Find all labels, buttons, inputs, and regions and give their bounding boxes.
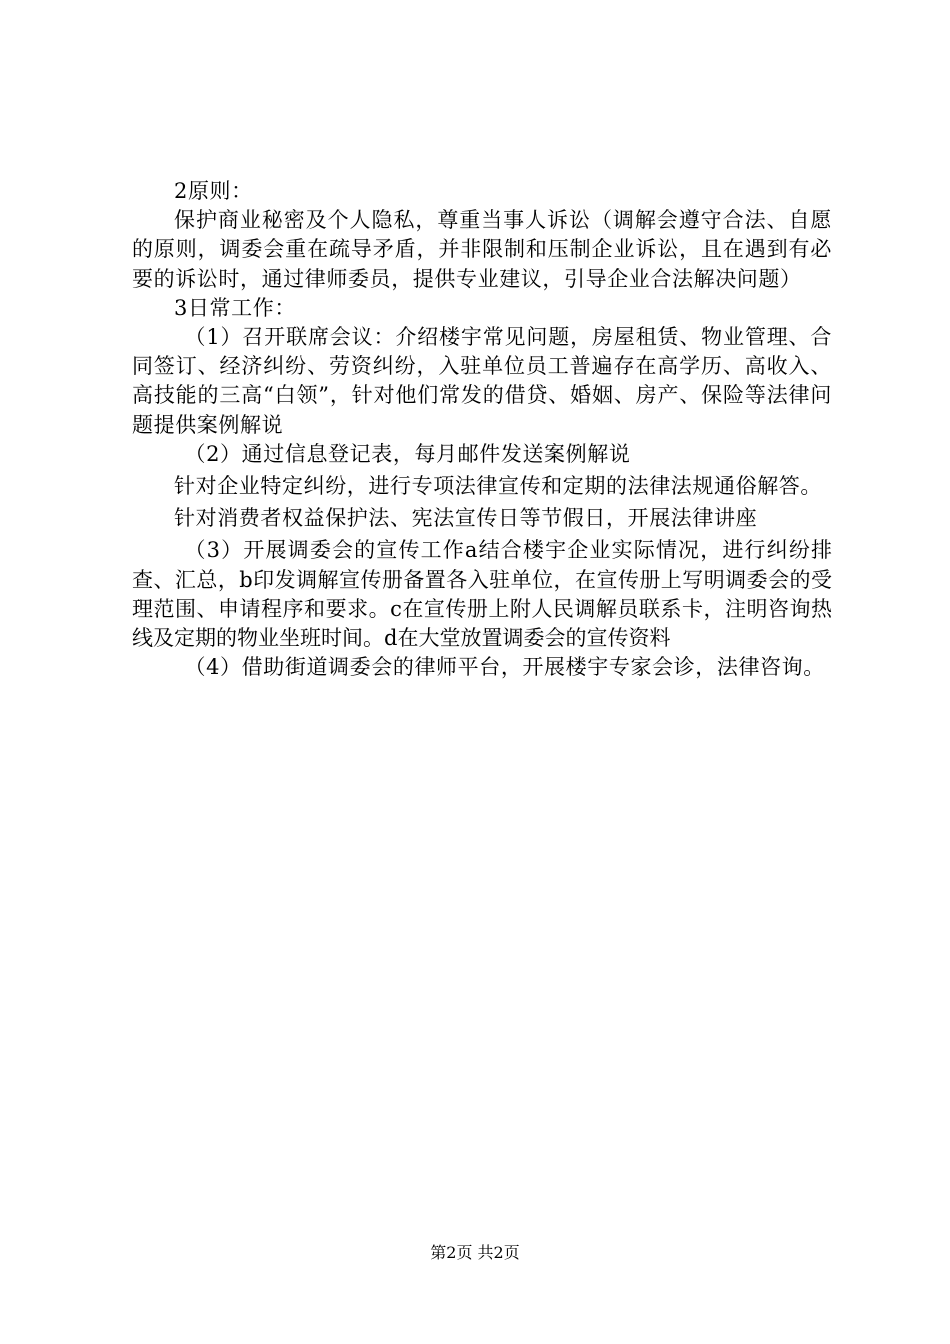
heading-principles: 2原则：: [174, 179, 253, 203]
paragraph-enterprise-disputes: 针对企业特定纠纷，进行专项法律宣传和定期的法律法规通俗解答。: [174, 474, 822, 499]
heading-daily-work: 3日常工作：: [174, 295, 296, 320]
paragraph-item-2: （2）通过信息登记表，每月邮件发送案例解说: [184, 441, 631, 466]
paragraph-legal-lectures: 针对消费者权益保护法、宪法宣传日等节假日，开展法律讲座: [174, 506, 758, 531]
paragraph-item-1: （1）召开联席会议：介绍楼宇常见问题，房屋租赁、物业管理、合同签订、经济纠纷、劳资纠纷，入驻单位员工普遍存在高学历、高收入、高技能的三高“白领”，针对他们常发的借贷、婚姻、房产、保险等法律问题提供案例解说: [132, 325, 832, 437]
paragraph-item-3: （3）开展调委会的宣传工作a结合楼宇企业实际情况，进行纠纷排查、汇总，b印发调解宣传册备置各入驻单位，在宣传册上写明调委会的受理范围、申请程序和要求。c在宣传册上附人民调解员联系卡，注明咨询热线及定期的物业坐班时间。d在大堂放置调委会的宣传资料: [132, 538, 832, 651]
document-body: [132, 177, 832, 682]
page-number-footer: 第2页 共2页: [430, 1243, 520, 1262]
paragraph-principles-content: 保护商业秘密及个人隐私，尊重当事人诉讼（调解会遵守合法、自愿的原则，调委会重在疏导矛盾，并非限制和压制企业诉讼，且在遇到有必要的诉讼时，通过律师委员，提供专业建议，引导企业合法解决问题）: [132, 208, 832, 291]
paragraph-item-4: （4）借助街道调委会的律师平台，开展楼宇专家会诊，法律咨询。: [184, 655, 825, 680]
